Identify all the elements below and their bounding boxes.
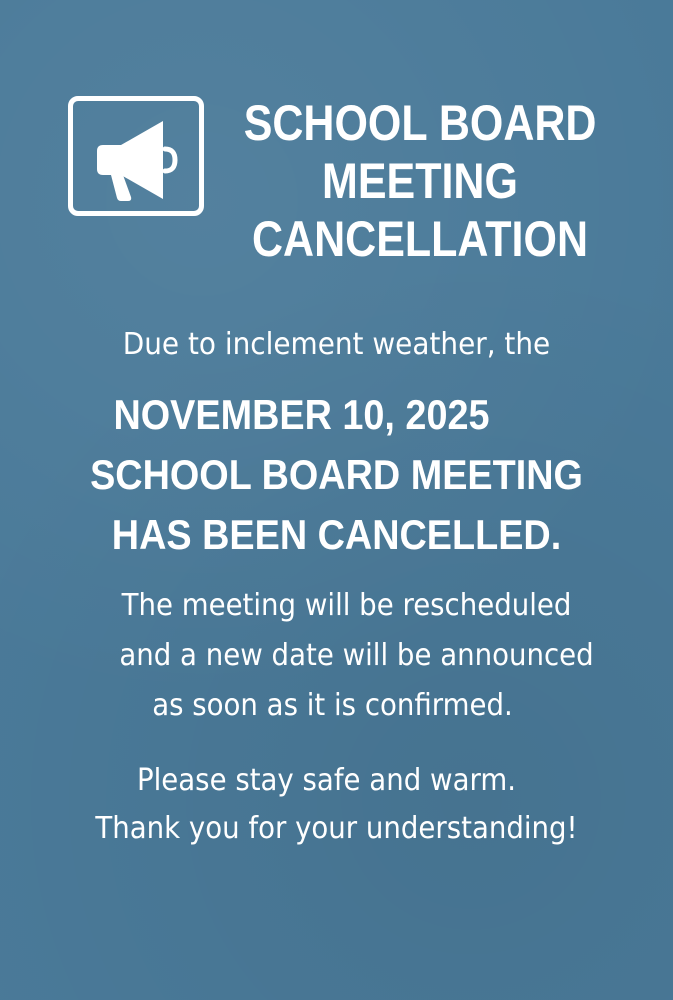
cancellation-headline	[0, 385, 673, 565]
closing-line-1: Please stay safe and warm.	[136, 763, 517, 798]
reschedule-line-2: and a new date will be announced	[119, 638, 594, 673]
closing-line-2: Thank you for your understanding!	[95, 811, 578, 846]
title-line-1: SCHOOL BOARD	[243, 95, 597, 151]
title-line-3: CANCELLATION	[251, 211, 588, 267]
reschedule-notice	[0, 581, 673, 731]
page-title	[215, 94, 625, 268]
reschedule-line-3: as soon as it is confirmed.	[152, 688, 513, 723]
megaphone-icon-frame	[68, 96, 204, 216]
closing-message	[0, 757, 673, 853]
megaphone-icon	[91, 113, 186, 203]
reschedule-line-1: The meeting will be rescheduled	[121, 588, 572, 623]
intro-text: Due to inclement weather, the	[122, 327, 551, 362]
headline-line-1: NOVEMBER 10, 2025	[113, 391, 490, 438]
headline-line-2: SCHOOL BOARD MEETING	[90, 451, 583, 498]
headline-line-3: HAS BEEN CANCELLED.	[111, 511, 562, 558]
title-line-2: MEETING	[322, 153, 518, 209]
